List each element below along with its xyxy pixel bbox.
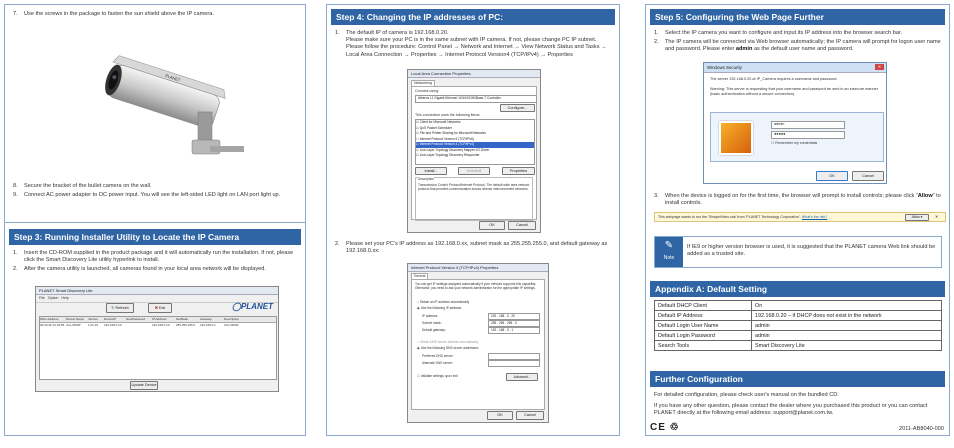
step-5-list <box>654 30 941 54</box>
auto-ip-radio[interactable]: ○ Obtain an IP address automatically <box>417 300 470 304</box>
checkbox-icon[interactable]: ☑ <box>416 120 419 124</box>
table-row: Default Login Password admin <box>655 331 942 341</box>
checkbox-icon[interactable]: ☑ <box>416 153 419 157</box>
step-5-item-2: 2. The IP camera will be connected via Web browser automatically; the IP camera will prompt for logon user name and password. Please enter admin as the default user name and password. <box>654 39 941 53</box>
camera-brand-label: PLANET <box>164 72 181 83</box>
step-7: 7. Use the screws in the package to fasten the sun shield above the IP camera. <box>13 11 214 17</box>
web-config-panel <box>645 4 950 436</box>
validate-checkbox[interactable]: ☐ Validate settings upon exit <box>417 374 458 378</box>
step-4-item-1: 1. The default IP of camera is 192.168.0.20. Please make sure your PC is in the same subnet with IP camera. If not, please change PC IP subnet. Please follow the procedure: Control Panel → Network and Internet → View Network Status and Tasks → Local Area Connection → Properties → Internet Protocol Version4 (TCP/IPv4) → Properties <box>335 30 607 58</box>
table-row: Default IP Address 192.168.0.20 – if DHCP does not exist in the network <box>655 311 942 321</box>
note-icon <box>655 237 683 267</box>
credential-box <box>710 112 884 162</box>
ok-button[interactable]: OK <box>816 171 848 181</box>
checkbox-icon[interactable]: ☑ <box>416 125 419 130</box>
ipv4-properties-dialog: Internet Protocol Version 4 (TCP/IPv4) Properties General You can get IP settings assigned automatically if your network supports this capability. Otherwise, you need to ask your network administrator for the appropriate IP settings. ○ Obtain an IP address automatically ◉ Use the following IP address: IP address: 192 . 168 . 0 . 20 Subnet mask: 255 . 255 . 255 . 0 Default gateway: 192 . 168 . 0 . 1 ○ Obtain DNS server address automatically ◉ Use the following DNS server addresses: Preferred DNS server: Alternate DNS server: ☐ Validate settings upon exit Advanced... OK Cancel <box>407 263 549 423</box>
windows-security-dialog: Windows Security ✕ The server 192.168.0.20 at IP_Camera requires a username and password. Warning: This server is requesting that your username and password be sent in an insecure manner (basic authentication without a secure connection). admin ●●●●● ☐ Remember my credentials OK Cancel <box>703 62 887 184</box>
radio-off-icon: ○ <box>417 300 419 304</box>
smart-discovery-window <box>35 286 279 392</box>
step-3-item-2: 2. After the camera utility is launched, all cameras found in your local area network will be displayed. <box>13 266 266 273</box>
whats-the-risk-link[interactable]: What's the risk? <box>801 215 828 219</box>
document-code: 2011-AB8040-000 <box>899 426 944 432</box>
radio-off-icon: ○ <box>417 340 419 344</box>
update-device-button[interactable]: Update Device <box>130 381 158 390</box>
section-divider <box>5 222 305 223</box>
step-5-item-3: 3. When the device is logged on for the first time, the browser will prompt to install controls; please click “Allow” to install controls. <box>654 193 941 207</box>
checkbox-icon[interactable]: ☐ <box>416 136 419 141</box>
step-5-header: Step 5: Configuring the Web Page Further <box>650 9 945 25</box>
table-row: Default DHCP Client On <box>655 301 942 311</box>
description-group: Description Transmission Control Protocol/Internet Protocol. The default wide area network protocol that provides communication across diverse interconnected networks. <box>415 177 533 221</box>
step-3-list <box>13 250 297 274</box>
table-header: MAC Address Device Name Version DeviceIP NewPassword IP Address NetMask Gateway Description <box>40 317 276 323</box>
appendix-header: Appendix A: Default Setting <box>650 281 945 297</box>
certification-marks: CE ♲ <box>650 422 680 433</box>
refresh-button[interactable]: ↻ Refresh <box>106 303 134 313</box>
dialog-title: Local Area Connection Properties <box>408 70 540 78</box>
items-list <box>415 119 535 165</box>
note-box <box>654 236 942 268</box>
password-field[interactable]: ●●●●● <box>771 131 845 139</box>
list-item[interactable]: ☐ Internet Protocol Version 6 (TCP/IPv6) <box>416 136 474 141</box>
note-text: If IE9 or higher version browser is used, it is suggested that the PLANET camera Web link should be added as a trusted site. <box>687 244 936 258</box>
user-avatar-icon <box>719 121 753 155</box>
further-config-header: Further Configuration <box>650 371 945 387</box>
remember-checkbox[interactable]: ☐ Remember my credentials <box>771 141 818 145</box>
step-8-text: Secure the bracket of the bullet camera on the wall. <box>24 183 152 189</box>
refresh-icon: ↻ <box>111 306 115 310</box>
allow-button[interactable]: Allow ▾ <box>905 214 929 221</box>
step-7-text: Use the screws in the package to fasten the sun shield above the IP camera. <box>24 11 214 17</box>
ok-button[interactable]: OK <box>479 221 505 230</box>
tab-networking[interactable]: Networking <box>411 80 435 86</box>
step-4-header: Step 4: Changing the IP addresses of PC: <box>331 9 615 25</box>
steps-8-9 <box>13 183 297 201</box>
gateway-field[interactable]: 192 . 168 . 0 . 1 <box>488 327 540 334</box>
further-text-2: If you have any other question, please contact the dealer where you purchased this product or you can contact PLANET directly at the following email address: support@planet.com.tw. <box>654 403 928 417</box>
list-item[interactable]: ☑ Client for Microsoft Networks <box>416 120 461 124</box>
table-row[interactable]: 00:30:4F:12:34:56 ICA-3350P 1.01.29 192.168.0.20 192.168.0.20 255.255.255.0 192.168.0.1 ICA-3350P <box>40 322 239 327</box>
cancel-button[interactable]: Cancel <box>516 411 544 420</box>
list-item[interactable]: ☑ File and Printer Sharing for Microsoft Networks <box>416 131 486 135</box>
step-3-header: Step 3: Running Installer Utility to Locate the IP Camera <box>9 229 301 245</box>
table-row: Default Login User Name admin <box>655 321 942 331</box>
checkbox-icon[interactable]: ☑ <box>416 147 419 152</box>
checkbox-icon[interactable]: ☑ <box>416 131 419 135</box>
exit-icon: ✖ <box>154 306 158 310</box>
use-dns-radio[interactable]: ◉ Use the following DNS server addresses: <box>417 346 479 350</box>
alternate-dns-field[interactable] <box>488 360 540 367</box>
ip-settings-panel <box>326 4 620 436</box>
exit-button[interactable]: ✖ Exit <box>148 303 172 313</box>
close-icon[interactable]: ✕ <box>875 64 884 70</box>
tab-general[interactable]: General <box>411 273 428 279</box>
list-item[interactable]: ☑ QoS Packet Scheduler <box>416 125 452 130</box>
auto-dns-radio[interactable]: ○ Obtain DNS server address automatically <box>417 340 479 344</box>
checkbox-icon: ☐ <box>771 141 775 145</box>
radio-on-icon: ◉ <box>417 346 420 350</box>
step-8: 8. Secure the bracket of the bullet camera on the wall. <box>13 183 152 189</box>
dialog-title: Internet Protocol Version 4 (TCP/IPv4) Properties <box>408 264 548 272</box>
use-ip-radio[interactable]: ◉ Use the following IP address: <box>417 306 462 310</box>
device-table <box>39 316 277 380</box>
list-item[interactable]: ☑ Link-Layer Topology Discovery Responder <box>416 153 480 157</box>
step-5-item-1: 1. Select the IP camera you want to configure and input its IP address into the browser search bar. <box>654 30 903 36</box>
advanced-button[interactable]: Advanced... <box>506 373 538 381</box>
ip-address-field[interactable]: 192 . 168 . 0 . 20 <box>488 313 540 320</box>
menu-file[interactable]: File <box>39 296 45 300</box>
radio-on-icon: ◉ <box>417 306 420 310</box>
step-3-item-1: 1. Insert the CD-ROM supplied in the product package and it will automatically run the installation. If not, please click the Smart Discovery Lite utility hyperlink to install. <box>13 250 294 264</box>
lan-properties-dialog: Local Area Connection Properties Networking Connect using: Atheros L1 Gigabit Ethernet 10/100/1000Base-T Controller Configure... This connection uses the following items: ☑ Client for Microsoft Networks ☑ QoS Packet Scheduler ☑ File and Printer Sharing for Microsoft Networks ☐ Internet Protocol Version 6 (TCP/IPv6) ☑ Internet Protocol Version 4 (TCP/IPv4) ☑ Link-Layer Topology Discovery Mapper I/O Driver ☑ Link-Layer Topology Discovery Responder Install... Uninstall Properties Description Transmission Control Protocol/Internet Protocol. The default wide area network protocol that provides communication across diverse interconnected networks. OK Cancel <box>407 69 541 233</box>
menu-help[interactable]: Help <box>61 296 69 300</box>
further-text-1: For detailed configuration, please check user's manual on the bundled CD. <box>654 392 839 398</box>
preferred-dns-field[interactable] <box>488 353 540 360</box>
configure-button[interactable]: Configure... <box>500 104 535 112</box>
installation-panel <box>4 4 306 436</box>
close-icon[interactable]: ✕ <box>935 214 939 219</box>
notepad-icon: ✎ <box>664 240 674 251</box>
subnet-mask-field[interactable]: 255 . 255 . 255 . 0 <box>488 320 540 327</box>
note-label: Note <box>663 255 675 261</box>
cancel-button[interactable]: Cancel <box>508 221 536 230</box>
planet-logo: ◯PLANET <box>232 302 273 311</box>
install-button[interactable]: Install... <box>415 167 447 175</box>
uninstall-button[interactable]: Uninstall <box>458 167 490 175</box>
checkbox-icon[interactable]: ☑ <box>416 142 419 146</box>
window-title: PLANET Smart Discovery Lite <box>36 287 278 295</box>
default-settings-table <box>654 300 942 351</box>
dialog-title: Windows Security <box>704 63 886 73</box>
step-9: 9. Connect AC power adapter to DC power input. You will see the left-sided LED light on LAN port light up. <box>13 192 281 199</box>
menu-option[interactable]: Option <box>47 296 59 300</box>
adapter-field: Atheros L1 Gigabit Ethernet 10/100/1000Base-T Controller <box>415 95 537 103</box>
planet-globe-icon: ◯ <box>232 302 241 311</box>
username-field[interactable]: admin <box>771 121 845 129</box>
list-item[interactable]: ☑ Link-Layer Topology Discovery Mapper I/O Driver <box>416 147 490 152</box>
step-4-item-2: 2. Please set your PC's IP address as 192.168.0.xx, subnet mask as 255.255.255.0, and default gateway as 192.168.0.xx: <box>335 241 608 255</box>
bullet-camera-image <box>90 42 245 172</box>
ok-button[interactable]: OK <box>487 411 513 420</box>
checkbox-icon: ☐ <box>417 374 420 378</box>
step-9-text: Connect AC power adapter to DC power input. You will see the left-sided LED light on LAN port light up. <box>24 192 281 199</box>
table-row: Search Tools Smart Discovery Lite <box>655 341 942 351</box>
cancel-button[interactable]: Cancel <box>852 171 884 181</box>
list-item-selected[interactable]: ☑ Internet Protocol Version 4 (TCP/IPv4) <box>416 142 534 148</box>
properties-button[interactable]: Properties <box>502 167 535 175</box>
allow-controls-bar: This webpage wants to run the 'ShiapeVideo.cab' from 'PLANET Technology Corporation'. What's the risk? Allow ▾ ✕ <box>654 212 946 222</box>
